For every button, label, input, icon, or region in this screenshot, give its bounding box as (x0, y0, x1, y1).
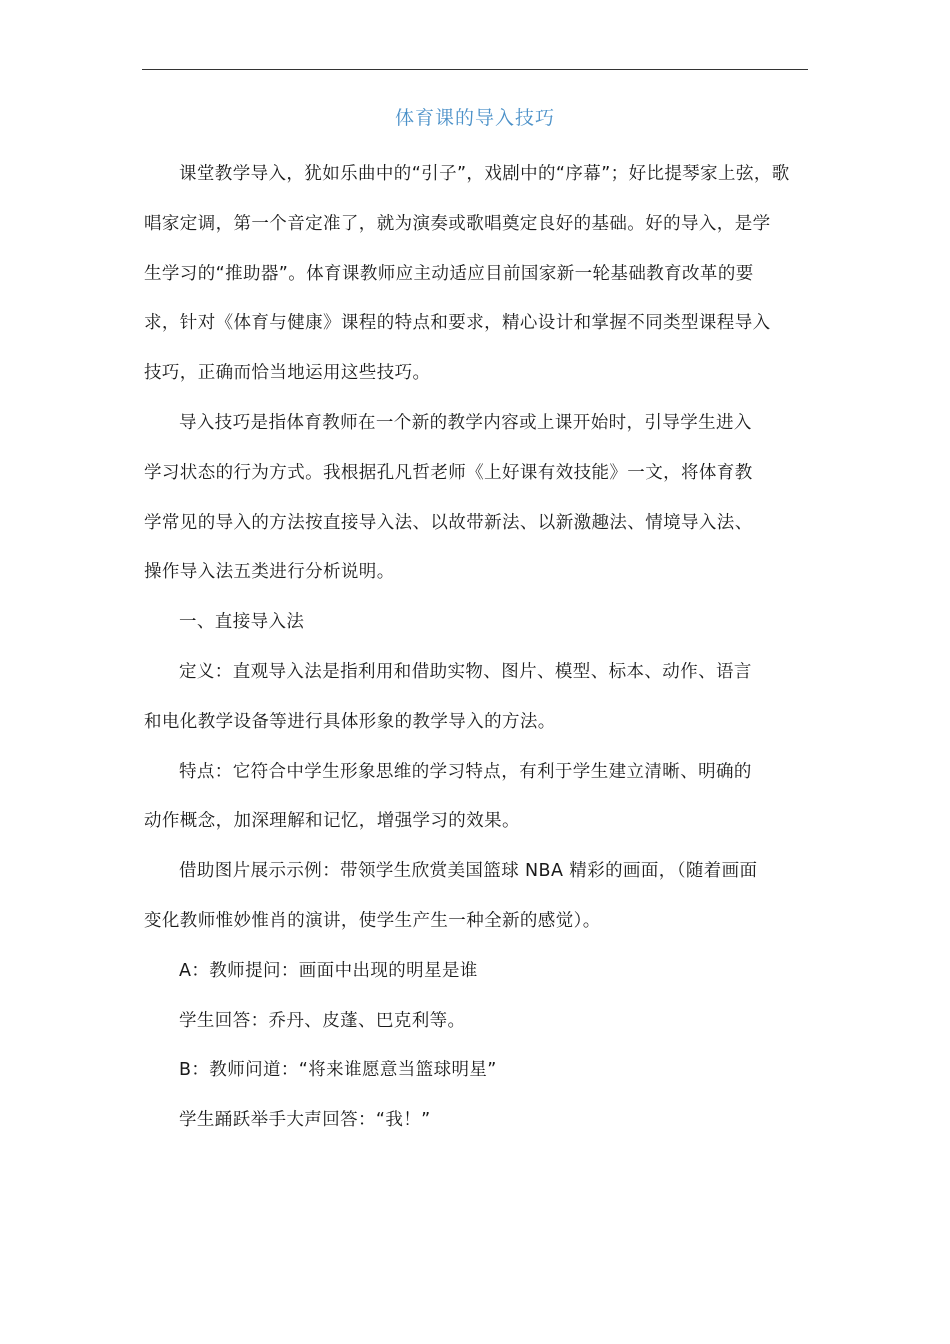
body-paragraph (144, 648, 808, 748)
line-text: 技巧，正确而恰当地运用这些技巧。 (144, 363, 431, 384)
line-text: 动作概念，加深理解和记忆，增强学习的效果。 (144, 811, 520, 832)
line-text: 变化教师惟妙惟肖的演讲，使学生产生一种全新的感觉）。 (144, 910, 601, 931)
line-text: 操作导入法五类进行分析说明。 (144, 562, 395, 583)
line-text: 定义：直观导入法是指利用和借助实物、图片、模型、标本、动作、语言 (179, 661, 752, 682)
paragraph-line (144, 897, 808, 947)
line-text: 学生回答：乔丹、皮蓬、巴克利等。 (179, 1010, 466, 1031)
paragraph-line (144, 449, 808, 499)
paragraph-line (144, 847, 808, 897)
line-text: 导入技巧是指体育教师在一个新的教学内容或上课开始时，引导学生进入 (179, 412, 752, 433)
paragraph-line (144, 150, 808, 200)
body-paragraph (144, 997, 808, 1047)
paragraph-line (144, 797, 808, 847)
paragraph-line (144, 399, 808, 449)
paragraph-line (144, 299, 808, 349)
paragraph-line (144, 1096, 808, 1146)
body-paragraph (144, 1096, 808, 1146)
paragraph-line (144, 648, 808, 698)
paragraph-line (144, 200, 808, 250)
line-text: 和电化教学设备等进行具体形象的教学导入的方法。 (144, 711, 556, 732)
paragraph-line (144, 947, 808, 997)
paragraph-line (144, 748, 808, 798)
paragraph-line (144, 548, 808, 598)
document-body (144, 150, 808, 1146)
line-text: 学习状态的行为方式。我根据孔凡哲老师《上好课有效技能》一文，将体育教 (144, 462, 753, 483)
line-text: 学生踊跃举手大声回答：“我！” (179, 1110, 431, 1131)
body-paragraph (144, 947, 808, 997)
body-paragraph (144, 598, 808, 648)
document-title: 体育课的导入技巧 (394, 107, 555, 129)
line-text: 特点：它符合中学生形象思维的学习特点，有利于学生建立清晰、明确的 (179, 761, 752, 782)
line-text: B：教师问道：“将来谁愿意当篮球明星” (179, 1060, 497, 1081)
line-text: 生学习的“推助器”。体育课教师应主动适应目前国家新一轮基础教育改革的要 (144, 263, 754, 284)
paragraph-line (144, 349, 808, 399)
body-paragraph (144, 399, 808, 598)
header-rule (142, 69, 808, 70)
paragraph-line (144, 250, 808, 300)
line-text: 学常见的导入的方法按直接导入法、以故带新法、以新激趣法、情境导入法、 (144, 512, 753, 533)
line-text: 借助图片展示示例：带领学生欣赏美国篮球 NBA 精彩的画面，（随着画面 (179, 861, 758, 882)
paragraph-line (144, 1046, 808, 1096)
line-text: 求，针对《体育与健康》课程的特点和要求，精心设计和掌握不同类型课程导入 (144, 313, 771, 334)
line-text: A：教师提问：画面中出现的明星是谁 (179, 960, 478, 981)
body-paragraph (144, 1046, 808, 1096)
line-text: 课堂教学导入，犹如乐曲中的“引子”，戏剧中的“序幕”；好比提琴家上弦，歌 (179, 164, 790, 184)
body-paragraph (144, 748, 808, 848)
line-text: 唱家定调，第一个音定准了，就为演奏或歌唱奠定良好的基础。好的导入，是学 (144, 213, 771, 234)
paragraph-line (144, 698, 808, 748)
line-text: 一、直接导入法 (179, 612, 305, 633)
paragraph-line (144, 997, 808, 1047)
paragraph-line (144, 598, 808, 648)
body-paragraph (144, 847, 808, 947)
paragraph-line (144, 499, 808, 549)
body-paragraph (144, 150, 808, 399)
